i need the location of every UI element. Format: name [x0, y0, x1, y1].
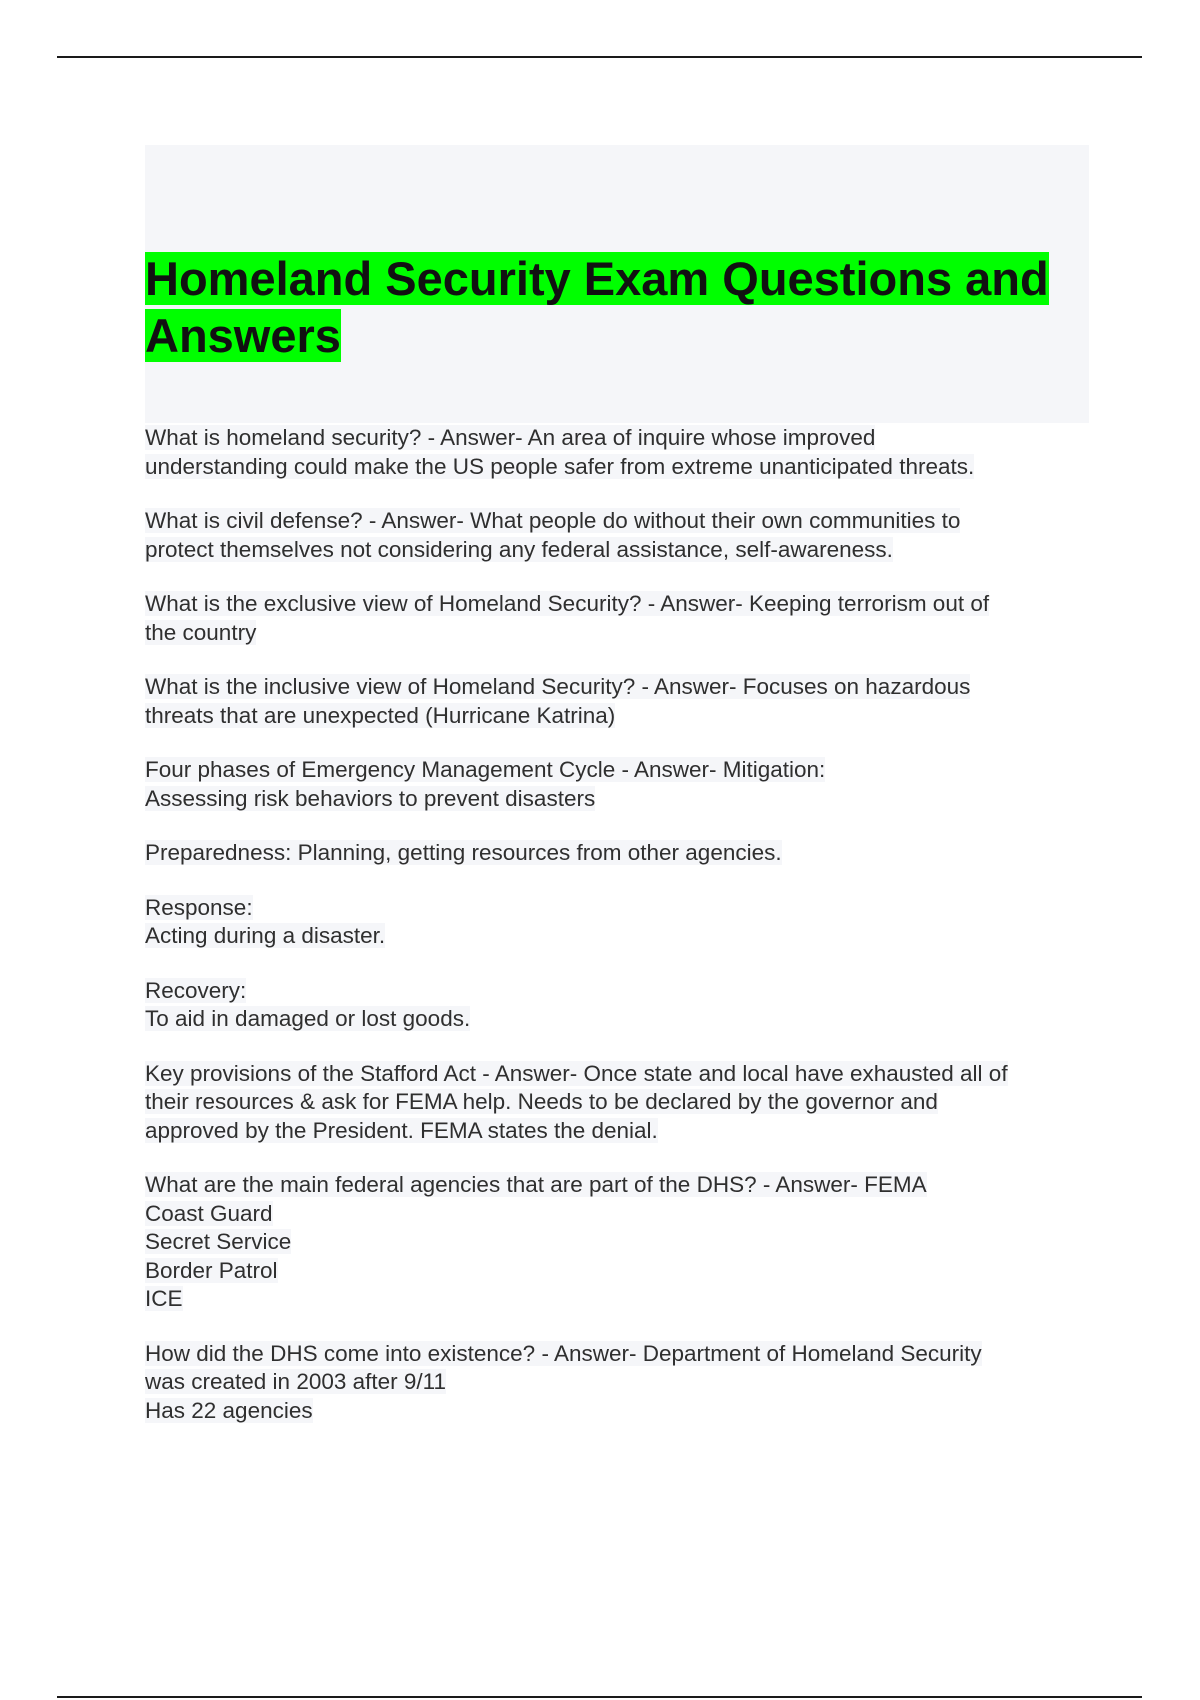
- qa-item-homeland-security: [145, 424, 1085, 481]
- text-line: To aid in damaged or lost goods.: [145, 1006, 471, 1031]
- text-line: Recovery:: [145, 977, 247, 1003]
- page-title: [145, 250, 1089, 364]
- text-line: the country: [145, 619, 257, 645]
- qa-item-civil-defense: [145, 507, 1085, 564]
- text-line: How did the DHS come into existence? - Answer- Department of Homeland Security: [145, 1340, 982, 1366]
- text-line: Coast Guard: [145, 1200, 273, 1226]
- qa-content: [145, 424, 1085, 1451]
- text-line: their resources & ask for FEMA help. Needs to be declared by the governor and: [145, 1089, 938, 1114]
- text-line: Preparedness: Planning, getting resources from other agencies.: [145, 840, 782, 865]
- top-rule: [57, 56, 1142, 58]
- text-line: Four phases of Emergency Management Cycle - Answer- Mitigation:: [145, 757, 826, 782]
- qa-item-dhs-existence: [145, 1340, 1085, 1426]
- text-line: What is homeland security? - Answer- An area of inquire whose improved: [145, 425, 876, 450]
- qa-item-response: [145, 894, 1085, 951]
- qa-item-stafford-act: [145, 1060, 1085, 1146]
- qa-item-inclusive-view: [145, 673, 1085, 730]
- text-line: understanding could make the US people safer from extreme unanticipated threats.: [145, 453, 975, 479]
- text-line: ICE: [145, 1286, 183, 1311]
- text-line: Has 22 agencies: [145, 1397, 313, 1423]
- qa-item-dhs-agencies: [145, 1171, 1085, 1314]
- bottom-rule: [57, 1696, 1142, 1698]
- qa-item-exclusive-view: [145, 590, 1085, 647]
- text-line: What is the inclusive view of Homeland Security? - Answer- Focuses on hazardous: [145, 674, 971, 699]
- text-line: Assessing risk behaviors to prevent disasters: [145, 785, 596, 811]
- text-line: Response:: [145, 894, 253, 920]
- text-line: What are the main federal agencies that are part of the DHS? - Answer- FEMA: [145, 1172, 927, 1197]
- text-line: Secret Service: [145, 1229, 292, 1254]
- text-line: What is civil defense? - Answer- What people do without their own communities to: [145, 508, 961, 533]
- text-line: Border Patrol: [145, 1257, 278, 1283]
- text-line: was created in 2003 after 9/11: [145, 1369, 447, 1394]
- title-line-1: Homeland Security Exam Questions and: [145, 252, 1049, 305]
- qa-item-four-phases: [145, 756, 1085, 813]
- text-line: Key provisions of the Stafford Act - Answer- Once state and local have exhausted all of: [145, 1060, 1008, 1086]
- text-line: threats that are unexpected (Hurricane Katrina): [145, 702, 616, 728]
- text-line: protect themselves not considering any federal assistance, self-awareness.: [145, 536, 893, 562]
- text-line: approved by the President. FEMA states the denial.: [145, 1117, 658, 1143]
- qa-item-preparedness: [145, 839, 1085, 868]
- text-line: Acting during a disaster.: [145, 923, 386, 948]
- text-line: What is the exclusive view of Homeland Security? - Answer- Keeping terrorism out of: [145, 591, 990, 616]
- qa-item-recovery: [145, 977, 1085, 1034]
- title-line-2: Answers: [145, 309, 341, 362]
